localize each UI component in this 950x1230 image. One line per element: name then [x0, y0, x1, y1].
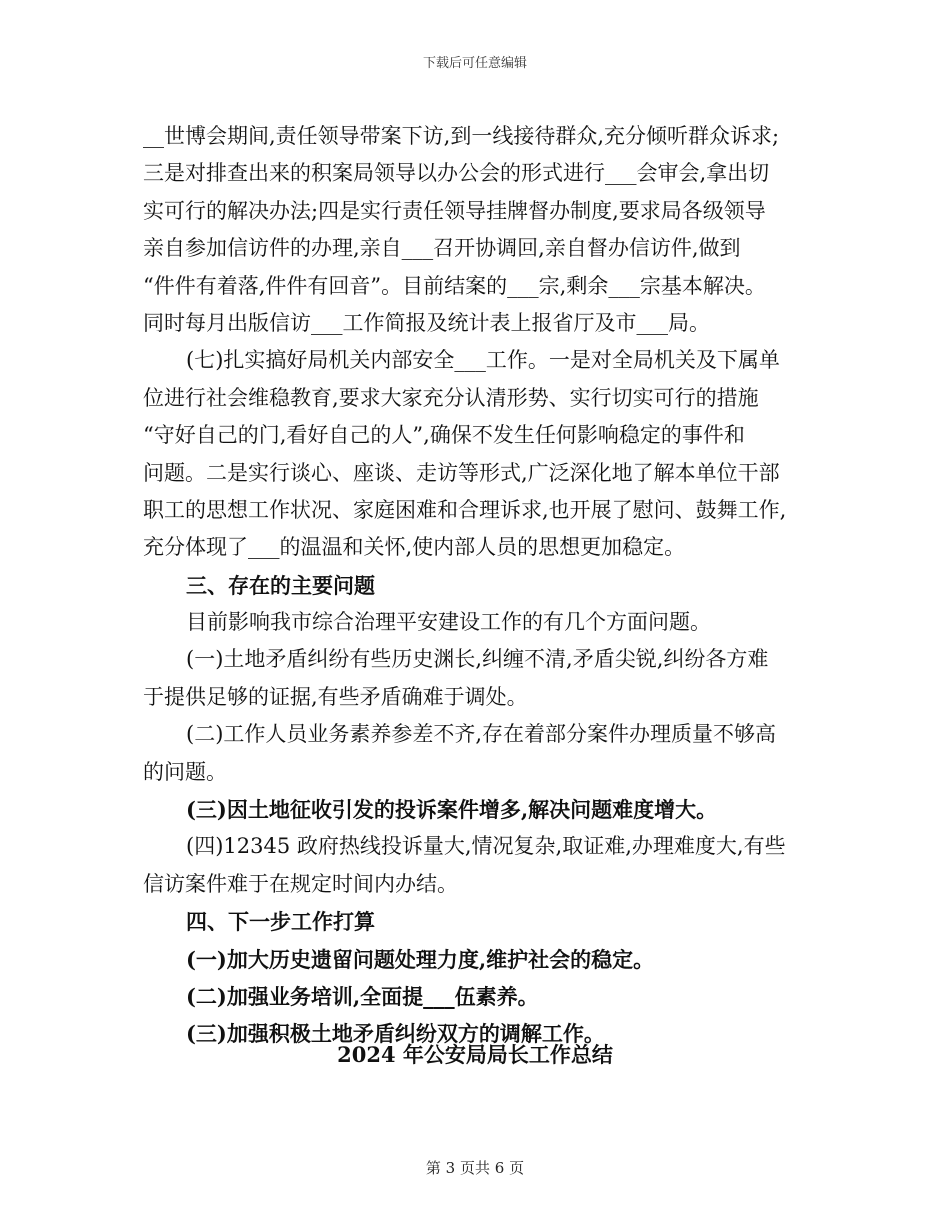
paragraph-start: (二)工作人员业务素养参差不齐,存在着部分案件办理质量不够高: [186, 722, 777, 747]
page-header: 下载后可任意编辑: [422, 56, 527, 71]
paragraph-start: (七)扎实搞好局机关内部安全___工作。一是对全局机关及下属单: [186, 348, 780, 373]
paragraph-start: (四)12345 政府热线投诉量大,情况复杂,取证难,办理难度大,有些: [186, 834, 786, 859]
bold-item: (一)加大历史遗留问题处理力度,维护社会的稳定。: [186, 946, 655, 972]
bold-item: (三)加强积极土地矛盾纠纷双方的调解工作。: [186, 1021, 605, 1047]
text-line: 同时每月出版信访___工作简报及统计表上报省厅及市___局。: [143, 310, 710, 335]
text-line: 信访案件难于在规定时间内办结。: [143, 871, 458, 896]
bold-item: (二)加强业务培训,全面提___伍素养。: [186, 983, 539, 1009]
document-body: [143, 118, 815, 1053]
section-heading: 三、存在的主要问题: [186, 572, 375, 598]
bold-item: (三)因土地征收引发的投诉案件增多,解决问题难度增大。: [186, 797, 718, 823]
document-title: 2024 年公安局局长工作总结: [337, 1042, 613, 1067]
text-line: 实可行的解决办法;四是实行责任领导挂牌督办制度,要求局各级领导: [143, 198, 766, 223]
text-line: 问题。二是实行谈心、座谈、走访等形式,广泛深化地了解本单位干部: [143, 460, 780, 485]
text-line: 的问题。: [143, 759, 227, 784]
text-line: 充分体现了___的温温和关怀,使内部人员的思想更加稳定。: [143, 535, 686, 560]
text-line: 亲自参加信访件的办理,亲自___召开协调回,亲自督办信访件,做到: [143, 236, 741, 261]
text-line: 三是对排查出来的积案局领导以办公会的形式进行___会审会,拿出切: [143, 161, 770, 186]
text-line: “守好自己的门,看好自己的人”,确保不发生任何影响稳定的事件和: [143, 423, 745, 448]
paragraph-start: 目前影响我市综合治理平安建设工作的有几个方面问题。: [186, 610, 711, 635]
section-heading: 四、下一步工作打算: [186, 909, 375, 935]
paragraph-start: (一)土地矛盾纠纷有些历史渊长,纠缠不清,矛盾尖锐,纠纷各方难: [186, 647, 769, 672]
text-line: 职工的思想工作状况、家庭困难和合理诉求,也开展了慰问、鼓舞工作,: [143, 497, 787, 522]
page-footer: 第 3 页共 6 页: [425, 1159, 525, 1177]
text-line: 位进行社会维稳教育,要求大家充分认清形势、实行切实可行的措施: [143, 385, 759, 410]
text-line: __世博会期间,责任领导带案下访,到一线接待群众,充分倾听群众诉求;: [143, 124, 780, 148]
text-line: “件件有着落,件件有回音”。目前结案的___宗,剩余___宗基本解决。: [143, 273, 766, 298]
text-line: 于提供足够的证据,有些矛盾确难于调处。: [143, 684, 528, 709]
